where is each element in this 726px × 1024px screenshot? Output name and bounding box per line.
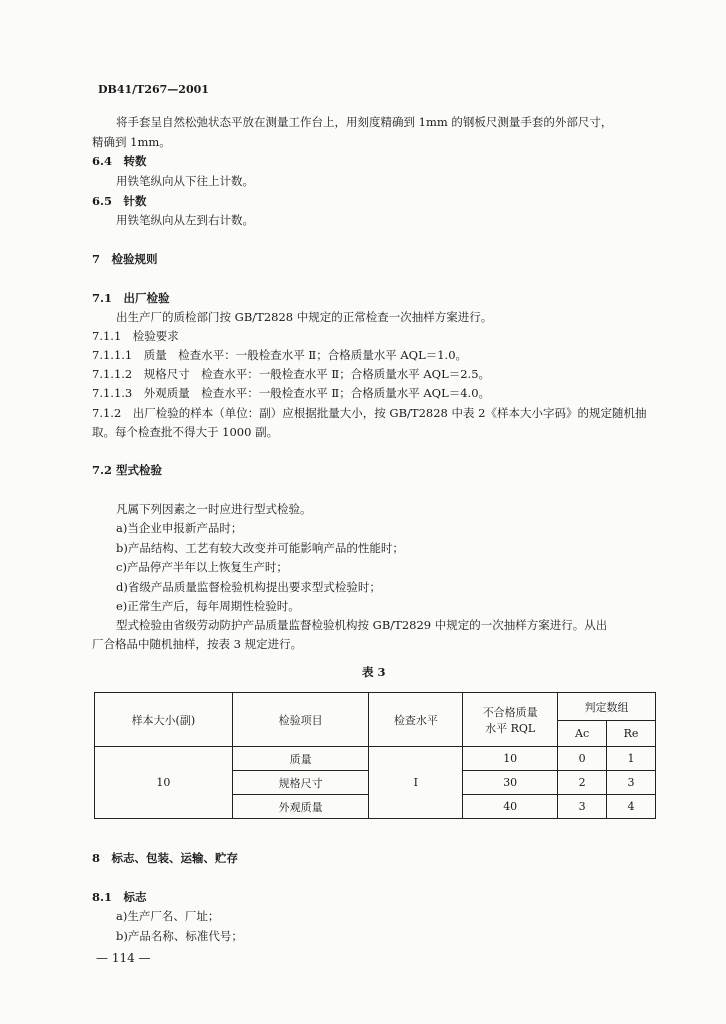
section-7-2-intro: 凡属下列因素之一时应进行型式检验。 [116,502,312,516]
cell-ac: 0 [558,747,607,771]
table-3 [94,692,656,819]
section-7-2-item-e: e)正常生产后，每年周期性检验时。 [116,599,300,613]
section-7-1-2-line1: 7.1.2 出厂检验的样本（单位：副）应根据批量大小，按 GB/T2828 中表 2《样本大小字码》的规定随机抽 [92,406,647,420]
cell-item: 外观质量 [232,795,369,819]
cell-rql: 30 [463,771,558,795]
cell-item: 质量 [232,747,369,771]
section-6-5-text: 用铁笔纵向从左到右计数。 [116,213,254,227]
page-number: — 114 — [96,951,151,965]
section-7-heading: 7 检验规则 [92,252,158,266]
header-judgement-array: 判定数组 [558,693,656,721]
header-inspection-level: 检查水平 [369,693,463,747]
header-ac: Ac [558,721,607,747]
section-7-2-item-c: c)产品停产半年以上恢复生产时； [116,560,288,574]
cell-rql: 10 [463,747,558,771]
header-re: Re [607,721,656,747]
section-8-1-item-a: a)生产厂名、厂址； [116,909,220,923]
header-sample-size: 样本大小(副) [95,693,233,747]
section-6-4-heading: 6.4 转数 [92,154,147,168]
cell-sample-size: 10 [95,747,233,819]
paragraph-measure-line1: 将手套呈自然松弛状态平放在测量工作台上，用刻度精确到 1mm 的钢板尺测量手套的外部尺寸， [116,115,613,129]
section-7-2-heading: 7.2 型式检验 [92,463,163,477]
standard-code-header: DB41/T267—2001 [98,83,209,96]
section-8-1-item-b: b)产品名称、标准代号； [116,929,243,943]
section-7-2-text-line2: 厂合格品中随机抽样，按表 3 规定进行。 [92,637,303,651]
cell-ac: 3 [558,795,607,819]
table-3-caption: 表 3 [362,665,386,679]
section-7-1-1-3: 7.1.1.3 外观质量 检查水平：一般检查水平 Ⅱ；合格质量水平 AQL＝4.0。 [92,386,491,400]
section-8-heading: 8 标志、包装、运输、贮存 [92,851,239,865]
section-7-2-item-b: b)产品结构、工艺有较大改变并可能影响产品的性能时； [116,541,404,555]
header-inspection-item: 检验项目 [232,693,369,747]
section-7-1-1-1: 7.1.1.1 质量 检查水平：一般检查水平 Ⅱ；合格质量水平 AQL＝1.0。 [92,348,468,362]
cell-re: 3 [607,771,656,795]
section-7-1-text: 出生产厂的质检部门按 GB/T2828 中规定的正常检查一次抽样方案进行。 [116,310,493,324]
section-7-1-1-2: 7.1.1.2 规格尺寸 检查水平：一般检查水平 Ⅱ；合格质量水平 AQL＝2.5。 [92,367,491,381]
header-rql-line2: 水平 RQL [485,721,536,735]
cell-ac: 2 [558,771,607,795]
cell-item: 规格尺寸 [232,771,369,795]
header-rql [463,693,558,747]
section-6-5-heading: 6.5 针数 [92,194,147,208]
section-7-2-item-a: a)当企业申报新产品时； [116,521,243,535]
paragraph-measure-line2: 精确到 1mm。 [92,135,171,149]
section-7-2-item-d: d)省级产品质量监督检验机构提出要求型式检验时； [116,580,381,594]
cell-re: 1 [607,747,656,771]
cell-re: 4 [607,795,656,819]
section-7-1-heading: 7.1 出厂检验 [92,291,170,305]
section-7-2-text-line1: 型式检验由省级劳动防护产品质量监督检验机构按 GB/T2829 中规定的一次抽样方案进行。从出 [116,618,608,632]
cell-inspection-level: Ⅰ [369,747,463,819]
cell-rql: 40 [463,795,558,819]
header-rql-line1: 不合格质量 [482,705,538,719]
section-8-1-heading: 8.1 标志 [92,890,147,904]
section-7-1-2-line2: 取。每个检查批不得大于 1000 副。 [92,425,279,439]
section-7-1-1-heading: 7.1.1 检验要求 [92,329,179,343]
section-6-4-text: 用铁笔纵向从下往上计数。 [116,174,254,188]
